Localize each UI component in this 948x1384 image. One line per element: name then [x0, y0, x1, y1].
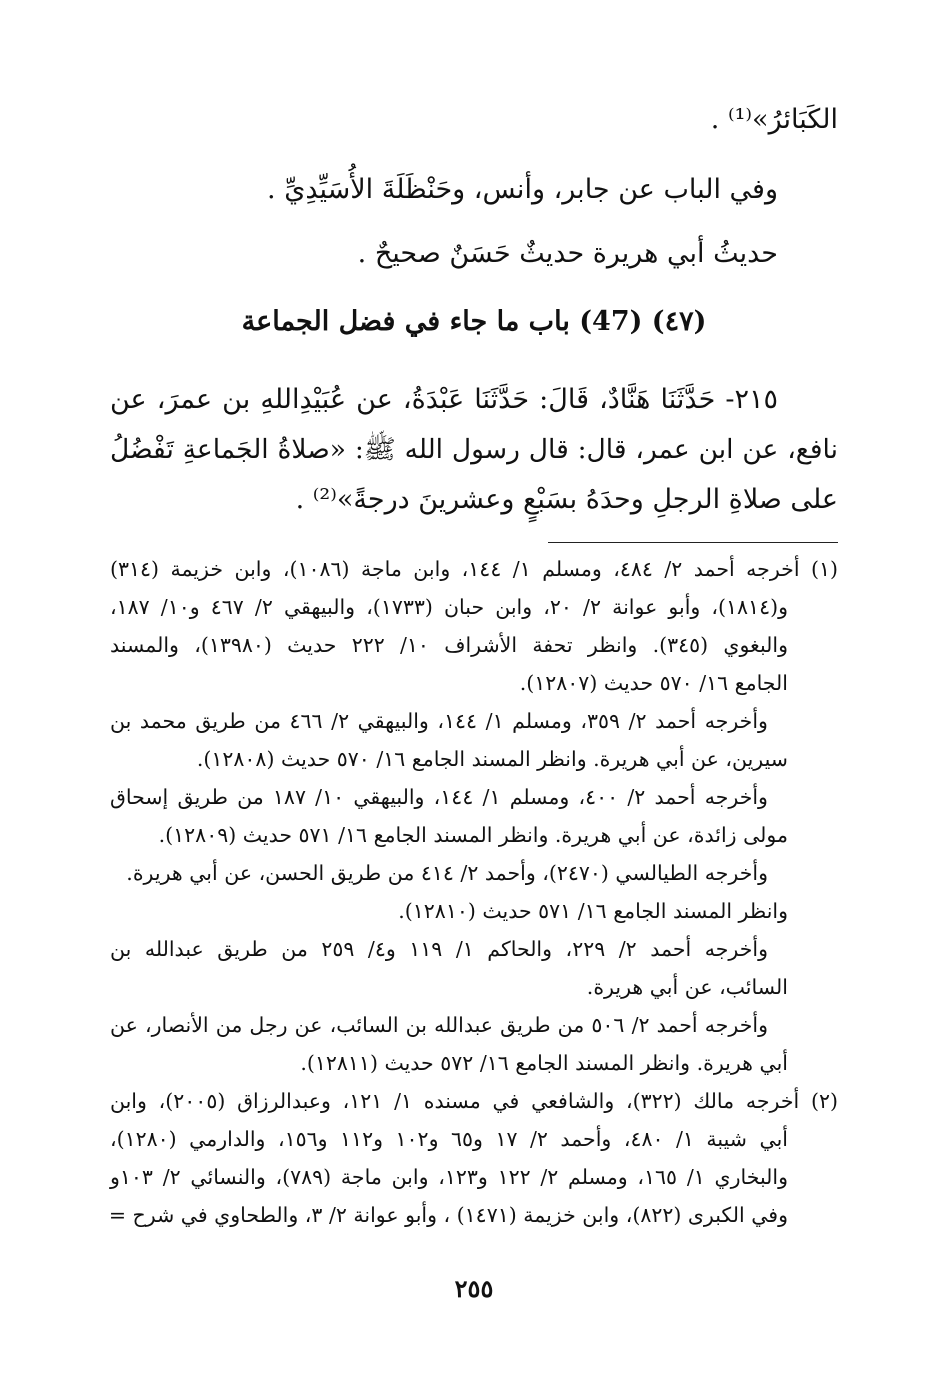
footnote-separator — [548, 542, 838, 543]
footnote-line-1: (١) أخرجه أحمد ٢/ ٤٨٤، ومسلم ١/ ١٤٤، وابن ماجة (١٠٨٦)، وابن خزيمة (٣١٤) — [110, 557, 838, 581]
page-number: ٢٥٥ — [454, 1274, 494, 1303]
main-line-3: حديثُ أبي هريرة حديثٌ حَسَنٌ صحيحٌ . — [357, 238, 778, 269]
footnote-line-2: و(١٨١٤)، وأبو عوانة ٢/ ٢٠، وابن حبان (١٧٣٣)، والبيهقي ٢/ ٤٦٧ و١٠/ ١٨٧، — [110, 595, 788, 619]
footnote-line-8: مولى زائدة، عن أبي هريرة. وانظر المسند الجامع ١٦/ ٥٧١ حديث (١٢٨٠٩). — [158, 823, 788, 847]
hadith-line-1: ٢١٥- حَدَّثَنَا هَنَّادٌ، قَالَ: حَدَّثَنَا عَبْدَةُ، عن عُبَيْدِاللهِ بن عمرَ، عن — [110, 384, 778, 415]
footnote-line-18: وفي الكبرى (٨٢٢)، وابن خزيمة (١٤٧١) ، وأبو عوانة ٢/ ٣، والطحاوي في شرح = — [108, 1203, 788, 1227]
footnote-line-6: سيرين، عن أبي هريرة. وانظر المسند الجامع ١٦/ ٥٧٠ حديث (١٢٨٠٨). — [196, 747, 788, 771]
footnote-line-3: والبغوي (٣٤٥). وانظر تحفة الأشراف ١٠/ ٢٢٢ حديث (١٣٩٨٠)، والمسند — [110, 633, 788, 657]
footnote-line-10: وانظر المسند الجامع ١٦/ ٥٧١ حديث (١٢٨١٠). — [398, 899, 788, 923]
footnote-line-17: والبخاري ١/ ١٦٥، ومسلم ٢/ ١٢٢ و١٢٣، وابن ماجة (٧٨٩)، والنسائي ٢/ ١٠٣و — [110, 1165, 788, 1189]
footnote-line-11: وأخرجه أحمد ٢/ ٢٢٩، والحاكم ١/ ١١٩ و٤/ ٢٥٩ من طريق عبدالله بن — [110, 937, 768, 961]
footnote-line-14: أبي هريرة. وانظر المسند الجامع ١٦/ ٥٧٢ حديث (١٢٨١١). — [300, 1051, 788, 1075]
footnote-line-4: الجامع ١٦/ ٥٧٠ حديث (١٢٨٠٧). — [519, 671, 788, 695]
chapter-heading: (٤٧) (47) باب ما جاء في فضل الجماعة — [241, 306, 707, 337]
footnote-line-13: وأخرجه أحمد ٢/ ٥٠٦ من طريق عبدالله بن السائب، عن رجل من الأنصار، عن — [110, 1013, 768, 1037]
main-line-2: وفي الباب عن جابر، وأنس، وحَنْظَلَةَ الأُسَيِّدِيِّ . — [267, 174, 778, 205]
main-line-1: الكَبَائرُ»⁽¹⁾ . — [710, 104, 838, 135]
hadith-line-2: نافع، عن ابن عمر، قال: قال رسول الله ﷺ: «صلاةُ الجَماعةِ تَفْضُلُ — [110, 434, 838, 465]
footnote-line-9: وأخرجه الطيالسي (٢٤٧٠)، وأحمد ٢/ ٤١٤ من طريق الحسن، عن أبي هريرة. — [126, 861, 768, 885]
footnote-line-16: أبي شيبة ١/ ٤٨٠، وأحمد ٢/ ١٧ و٦٥ و١٠٢ و١١٢ و١٥٦، والدارمي (١٢٨٠)، — [110, 1127, 788, 1151]
footnote-line-12: السائب، عن أبي هريرة. — [586, 975, 788, 999]
footnote-line-15: (٢) أخرجه مالك (٣٢٢)، والشافعي في مسنده ١/ ١٢١، وعبدالرزاق (٢٠٠٥)، وابن — [110, 1089, 838, 1113]
footnote-line-7: وأخرجه أحمد ٢/ ٤٠٠، ومسلم ١/ ١٤٤، والبيهقي ١٠/ ١٨٧ من طريق إسحاق — [110, 785, 768, 809]
hadith-line-3: على صلاةِ الرجلِ وحدَهُ بسَبْعٍ وعشرينَ درجةً»⁽²⁾ . — [295, 484, 838, 515]
footnote-line-5: وأخرجه أحمد ٢/ ٣٥٩، ومسلم ١/ ١٤٤، والبيهقي ٢/ ٤٦٦ من طريق محمد بن — [110, 709, 768, 733]
